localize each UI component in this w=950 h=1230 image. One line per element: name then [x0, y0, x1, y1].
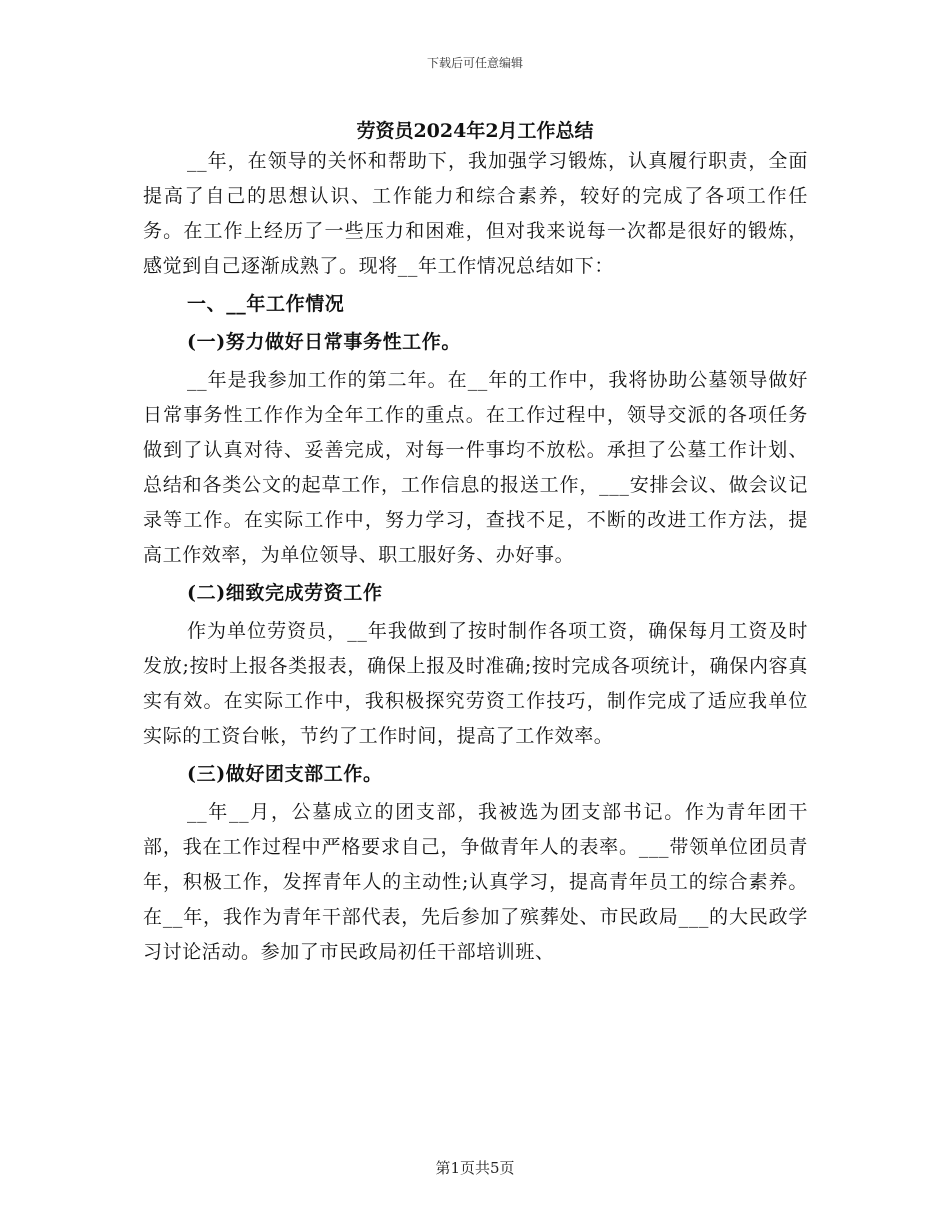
- header-note: 下载后可任意编辑: [426, 56, 523, 70]
- section-heading-1: 一、__年工作情况: [187, 293, 345, 315]
- page-footer: 第1页共5页: [435, 1159, 515, 1177]
- page-title: 劳资员2024年2月工作总结: [356, 120, 594, 142]
- paragraph-daily-work: __年是我参加工作的第二年。在__年的工作中，我将协助公墓领导做好日常事务性工作作为全年工作的重点。在工作过程中，领导交派的各项任务做到了认真对待、妥善完成，对每一件事均不放松。承担了公墓工作计划、总结和各类公文的起草工作，工作信息的报送工作，___安排会议、做会议记录等工作。在实际工作中，努力学习，查找不足，不断的改进工作方法，提高工作效率，为单位领导、职工服好务、办好事。: [143, 369, 808, 566]
- paragraph-youth-league: __年__月，公墓成立的团支部，我被选为团支部书记。作为青年团干部，我在工作过程中严格要求自己，争做青年人的表率。___带领单位团员青年，积极工作，发挥青年人的主动性;认真学习，提高青年员工的综合素养。在__年，我作为青年干部代表，先后参加了殡葬处、市民政局___的大民政学习讨论活动。参加了市民政局初任干部培训班、: [143, 801, 808, 963]
- intro-paragraph: __年，在领导的关怀和帮助下，我加强学习锻炼，认真履行职责，全面提高了自己的思想认识、工作能力和综合素养，较好的完成了各项工作任务。在工作上经历了一些压力和困难，但对我来说每一次都是很好的锻炼，感觉到自己逐渐成熟了。现将__年工作情况总结如下：: [143, 150, 808, 277]
- subsection-heading-1: (一)努力做好日常事务性工作。: [187, 331, 461, 353]
- document-body: [143, 144, 808, 970]
- paragraph-payroll-work: 作为单位劳资员，__年我做到了按时制作各项工资，确保每月工资及时发放;按时上报各类报表，确保上报及时准确;按时完成各项统计，确保内容真实有效。在实际工作中，我积极探究劳资工作技巧，制作完成了适应我单位实际的工资台帐，节约了工作时间，提高了工作效率。: [143, 620, 808, 747]
- subsection-heading-2: (二)细致完成劳资工作: [187, 582, 383, 604]
- subsection-heading-3: (三)做好团支部工作。: [187, 763, 383, 785]
